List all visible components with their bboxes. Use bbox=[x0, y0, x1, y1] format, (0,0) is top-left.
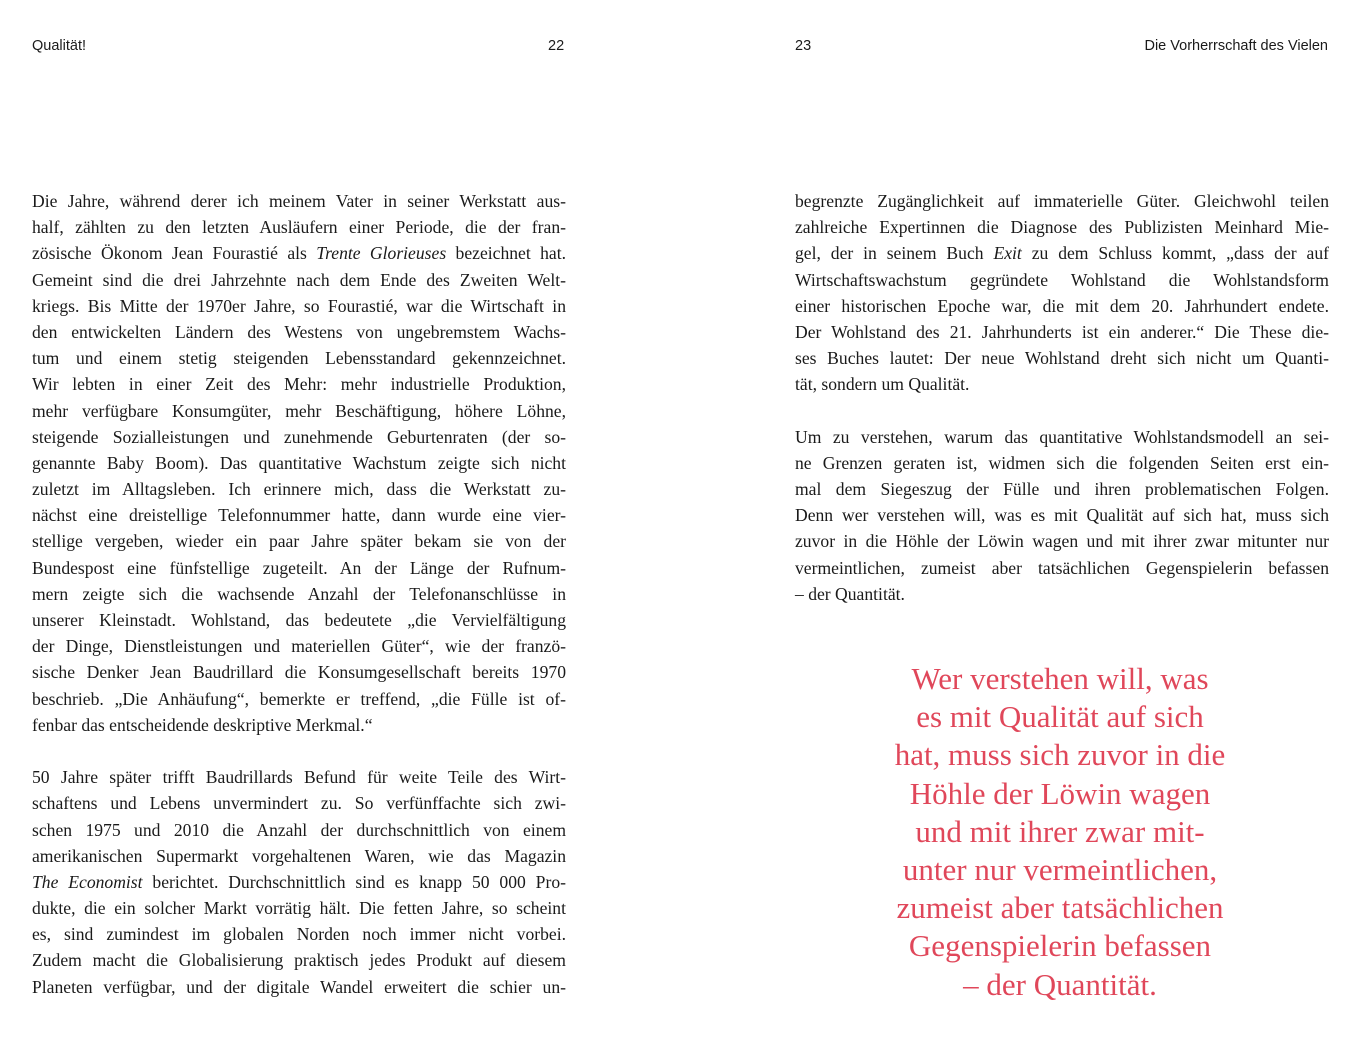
text-line: nächst eine dreistellige Telefonnummer hatte, dann wurde eine vier- bbox=[32, 505, 566, 526]
text-line: Zudem macht die Globalisierung praktisch jedes Produkt auf diesem bbox=[32, 950, 566, 971]
text-line: Wirtschaftswachstum gegründete Wohlstand die Wohlstandsform bbox=[795, 269, 1329, 290]
text-line: dukte, die ein solcher Markt vorrätig hält. Die fetten Jahre, so scheint bbox=[32, 898, 566, 919]
text-line: ses Buches lautet: Der neue Wohlstand dreht sich nicht um Quanti- bbox=[795, 348, 1329, 369]
page-number-left: 22 bbox=[548, 38, 565, 54]
running-title-right: Die Vorherrschaft des Vielen bbox=[1144, 38, 1328, 54]
paragraph-break bbox=[795, 398, 1329, 424]
text-line: Wir lebten in einer Zeit des Mehr: mehr industrielle Produktion, bbox=[32, 374, 566, 395]
text-line: amerikanischen Supermarkt vorgehaltenen Waren, wie das Magazin bbox=[32, 845, 566, 866]
text-line: Planeten verfügbar, und der digitale Wandel erweitert die schier un- bbox=[32, 976, 566, 997]
paragraph-break bbox=[32, 738, 566, 764]
text-line: 50 Jahre später trifft Baudrillards Befund für weite Teile des Wirt- bbox=[32, 767, 566, 788]
text-line: Der Wohlstand des 21. Jahrhunderts ist ein anderer.“ Die These die- bbox=[795, 321, 1329, 342]
right-page bbox=[680, 0, 1360, 1058]
text-line: Bundespost eine fünfstellige zugeteilt. An der Länge der Rufnum- bbox=[32, 557, 566, 578]
italic-title: The Economist bbox=[32, 871, 143, 892]
pull-quote-line: zumeist aber tatsächlichen bbox=[896, 890, 1224, 926]
text-line: The Economist berichtet. Durchschnittlich sind es knapp 50 000 Pro- bbox=[32, 871, 566, 892]
pull-quote-line: es mit Qualität auf sich bbox=[916, 699, 1204, 735]
text-line: Um zu verstehen, warum das quantitative Wohlstandsmodell an sei- bbox=[795, 426, 1329, 447]
text-line: genannte Baby Boom). Das quantitative Wachstum zeigte sich nicht bbox=[32, 452, 566, 473]
text-line: ne Grenzen geraten ist, widmen sich die folgenden Seiten erst ein- bbox=[795, 452, 1329, 473]
text-line: half, zählten zu den letzten Ausläufern einer Periode, die der fran- bbox=[32, 217, 566, 238]
text-line: – der Quantität. bbox=[795, 583, 905, 604]
text-line: zahlreiche Expertinnen die Diagnose des Publizisten Meinhard Mie- bbox=[795, 217, 1329, 238]
running-title-left: Qualität! bbox=[32, 38, 86, 54]
pull-quote bbox=[860, 660, 1260, 1004]
text-line: mehr verfügbare Konsumgüter, mehr Beschäftigung, höhere Löhne, bbox=[32, 400, 566, 421]
pull-quote-line: Gegenspielerin befassen bbox=[908, 928, 1212, 964]
pull-quote-line: hat, muss sich zuvor in die bbox=[894, 737, 1226, 773]
body-text-right bbox=[795, 188, 1329, 607]
text-line: zösische Ökonom Jean Fourastié als Trente Glorieuses bezeichnet hat. bbox=[32, 243, 566, 264]
text-line: mern zeigte sich die wachsende Anzahl der Telefonanschlüsse in bbox=[32, 583, 566, 604]
text-line: den entwickelten Ländern des Westens von ungebremstem Wachs- bbox=[32, 321, 566, 342]
text-line: einer historischen Epoche war, die mit dem 20. Jahrhundert endete. bbox=[795, 295, 1329, 316]
page-number-right: 23 bbox=[795, 38, 812, 54]
text-line: sische Denker Jean Baudrillard die Konsumgesellschaft bereits 1970 bbox=[32, 662, 566, 683]
text-line: Gemeint sind die drei Jahrzehnte nach dem Ende des Zweiten Welt- bbox=[32, 269, 566, 290]
text-line: steigende Sozialleistungen und zunehmende Geburtenraten (der so- bbox=[32, 426, 566, 447]
text-line: beschrieb. „Die Anhäufung“, bemerkte er treffend, „die Fülle ist of- bbox=[32, 688, 566, 709]
text-line: Denn wer verstehen will, was es mit Qualität auf sich hat, muss sich bbox=[795, 505, 1329, 526]
text-line: vermeintlichen, zumeist aber tatsächlichen Gegenspielerin befassen bbox=[795, 557, 1329, 578]
text-line: mal dem Siegeszug der Fülle und ihren problematischen Folgen. bbox=[795, 479, 1329, 500]
text-line: gel, der in seinem Buch Exit zu dem Schluss kommt, „dass der auf bbox=[795, 243, 1329, 264]
text-line: stellige vergeben, wieder ein paar Jahre später bekam sie von der bbox=[32, 531, 566, 552]
pull-quote-line: – der Quantität. bbox=[963, 966, 1157, 1002]
text-line: zuletzt im Alltagsleben. Ich erinnere mich, dass die Werkstatt zu- bbox=[32, 479, 566, 500]
pull-quote-line: und mit ihrer zwar mit- bbox=[915, 813, 1205, 849]
text-line: es, sind zumindest im globalen Norden noch immer nicht vorbei. bbox=[32, 924, 566, 945]
pull-quote-line: Höhle der Löwin wagen bbox=[909, 775, 1211, 811]
body-text-left bbox=[32, 188, 566, 1000]
pull-quote-line: unter nur vermeintlichen, bbox=[902, 852, 1218, 888]
text-line: begrenzte Zugänglichkeit auf immaterielle Güter. Gleichwohl teilen bbox=[795, 191, 1329, 211]
italic-title: Exit bbox=[993, 243, 1022, 264]
italic-title: Trente Glorieuses bbox=[316, 243, 447, 264]
text-line: schen 1975 und 2010 die Anzahl der durchschnittlich von einem bbox=[32, 819, 566, 840]
text-line: tät, sondern um Qualität. bbox=[795, 374, 970, 395]
text-line: der Dinge, Dienstleistungen und materiellen Güter“, wie der franzö- bbox=[32, 636, 566, 657]
pull-quote-line: Wer verstehen will, was bbox=[911, 661, 1209, 696]
text-line: zuvor in die Höhle der Löwin wagen und mit ihrer zwar mitunter nur bbox=[795, 531, 1329, 552]
text-line: fenbar das entscheidende deskriptive Merkmal.“ bbox=[32, 714, 373, 735]
text-line: kriegs. Bis Mitte der 1970er Jahre, so Fourastié, war die Wirtschaft in bbox=[32, 295, 566, 316]
text-line: Die Jahre, während derer ich meinem Vater in seiner Werkstatt aus- bbox=[32, 191, 566, 211]
text-line: tum und einem stetig steigenden Lebensstandard gekennzeichnet. bbox=[32, 348, 566, 369]
text-line: unserer Kleinstadt. Wohlstand, das bedeutete „die Vervielfältigung bbox=[32, 610, 566, 630]
text-line: schaftens und Lebens unvermindert zu. So verfünffachte sich zwi- bbox=[32, 793, 566, 814]
